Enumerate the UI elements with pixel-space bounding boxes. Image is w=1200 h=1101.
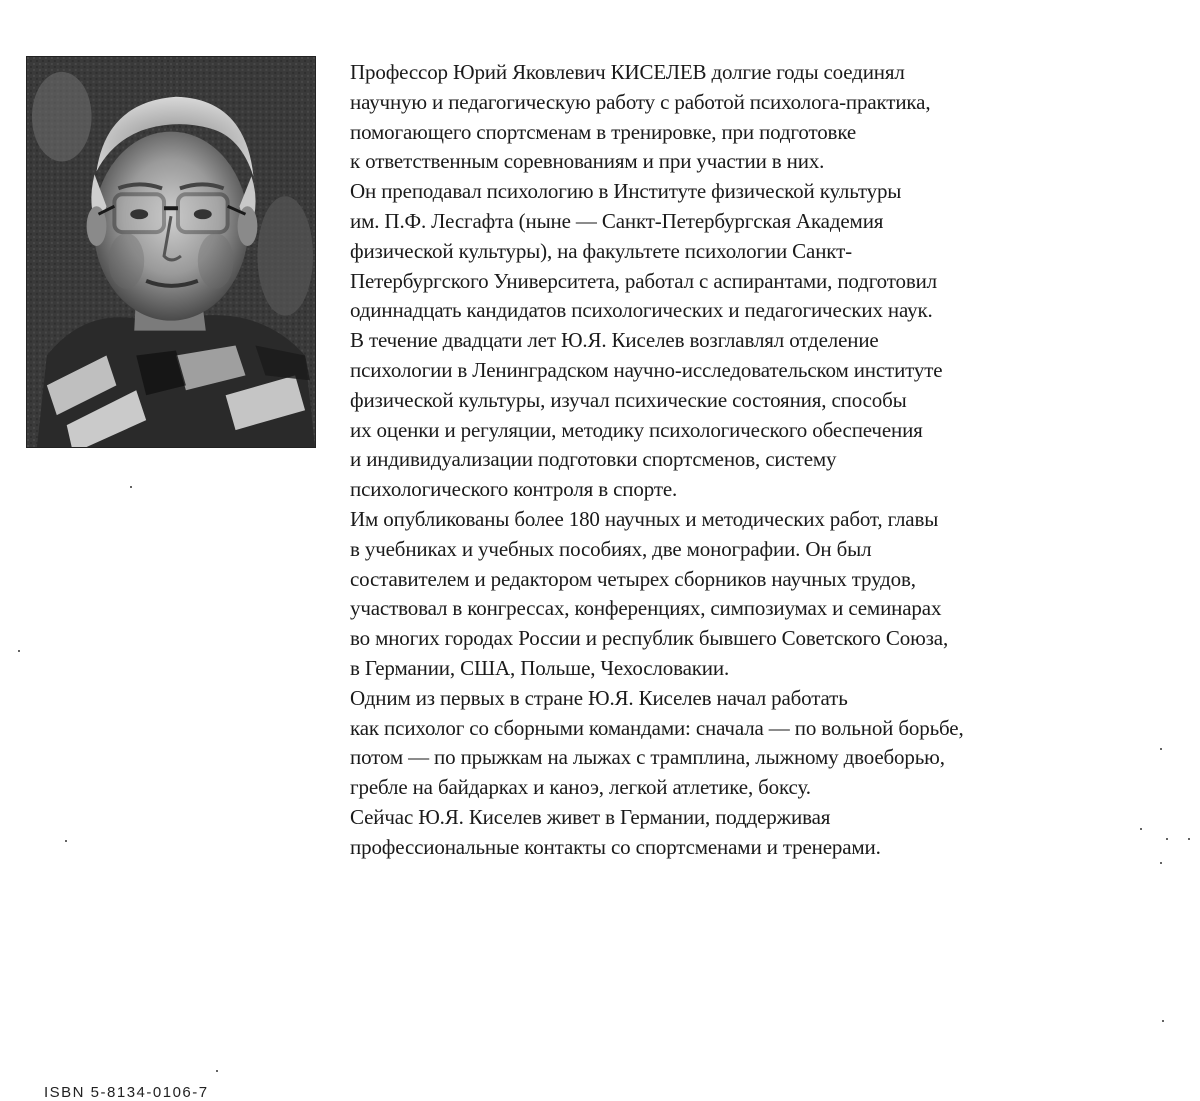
bio-line: к ответственным соревнованиям и при участии в них.: [350, 149, 825, 174]
bio-line: Сейчас Ю.Я. Киселев живет в Германии, поддерживая: [350, 804, 831, 829]
bio-line: во многих городах России и республик бывшего Советского Союза,: [350, 626, 949, 651]
scan-speck: [1188, 838, 1190, 840]
isbn-number: ISBN 5-8134-0106-7: [44, 1084, 209, 1101]
bio-line: потом — по прыжкам на лыжах с трамплина, лыжному двоеборью,: [350, 745, 945, 770]
bio-line: психологии в Ленинградском научно-исследовательском институте: [350, 357, 943, 382]
scan-speck: [1162, 1020, 1164, 1022]
bio-line: гребле на байдарках и каноэ, легкой атлетике, боксу.: [350, 775, 811, 800]
bio-line: и индивидуализации подготовки спортсменов, систему: [350, 447, 837, 472]
bio-line: помогающего спортсменам в тренировке, при подготовке: [350, 119, 857, 144]
author-portrait-photo: [26, 56, 316, 448]
scan-speck: [130, 486, 132, 488]
bio-line: физической культуры), на факультете психологии Санкт-: [350, 238, 852, 263]
bio-line: Он преподавал психологию в Институте физической культуры: [350, 179, 902, 204]
scan-speck: [1140, 828, 1142, 830]
scan-speck: [65, 840, 67, 842]
author-biography: [350, 58, 1190, 863]
bio-line: научную и педагогическую работу с работой психолога-практика,: [350, 89, 931, 114]
portrait-photo-icon: [27, 57, 315, 447]
scan-speck: [1166, 838, 1168, 840]
scan-speck: [1160, 748, 1162, 750]
bio-line: Одним из первых в стране Ю.Я. Киселев начал работать: [350, 685, 848, 710]
bio-line: участвовал в конгрессах, конференциях, симпозиумах и семинарах: [350, 596, 942, 621]
bio-line: физической культуры, изучал психические состояния, способы: [350, 387, 907, 412]
scan-speck: [1160, 862, 1162, 864]
bio-line: Петербургского Университета, работал с аспирантами, подготовил: [350, 268, 937, 293]
bio-line: психологического контроля в спорте.: [350, 477, 678, 502]
scan-speck: [18, 650, 20, 652]
bio-line: профессиональные контакты со спортсменами и тренерами.: [350, 834, 881, 859]
bio-line: им. П.Ф. Лесгафта (ныне — Санкт-Петербургская Академия: [350, 208, 884, 233]
bio-line: в учебниках и учебных пособиях, две монографии. Он был: [350, 536, 872, 561]
bio-line: как психолог со сборными командами: сначала — по вольной борьбе,: [350, 715, 964, 740]
bio-line: одиннадцать кандидатов психологических и педагогических наук.: [350, 298, 933, 323]
bio-line: их оценки и регуляции, методику психологического обеспечения: [350, 417, 923, 442]
scan-speck: [216, 1070, 218, 1072]
bio-line: в Германии, США, Польше, Чехословакии.: [350, 655, 730, 680]
bio-line: В течение двадцати лет Ю.Я. Киселев возглавлял отделение: [350, 328, 879, 353]
bio-line: Профессор Юрий Яковлевич КИСЕЛЕВ долгие годы соединял: [350, 60, 905, 84]
bio-line: Им опубликованы более 180 научных и методических работ, главы: [350, 506, 939, 531]
bio-line: составителем и редактором четырех сборников научных трудов,: [350, 566, 916, 591]
